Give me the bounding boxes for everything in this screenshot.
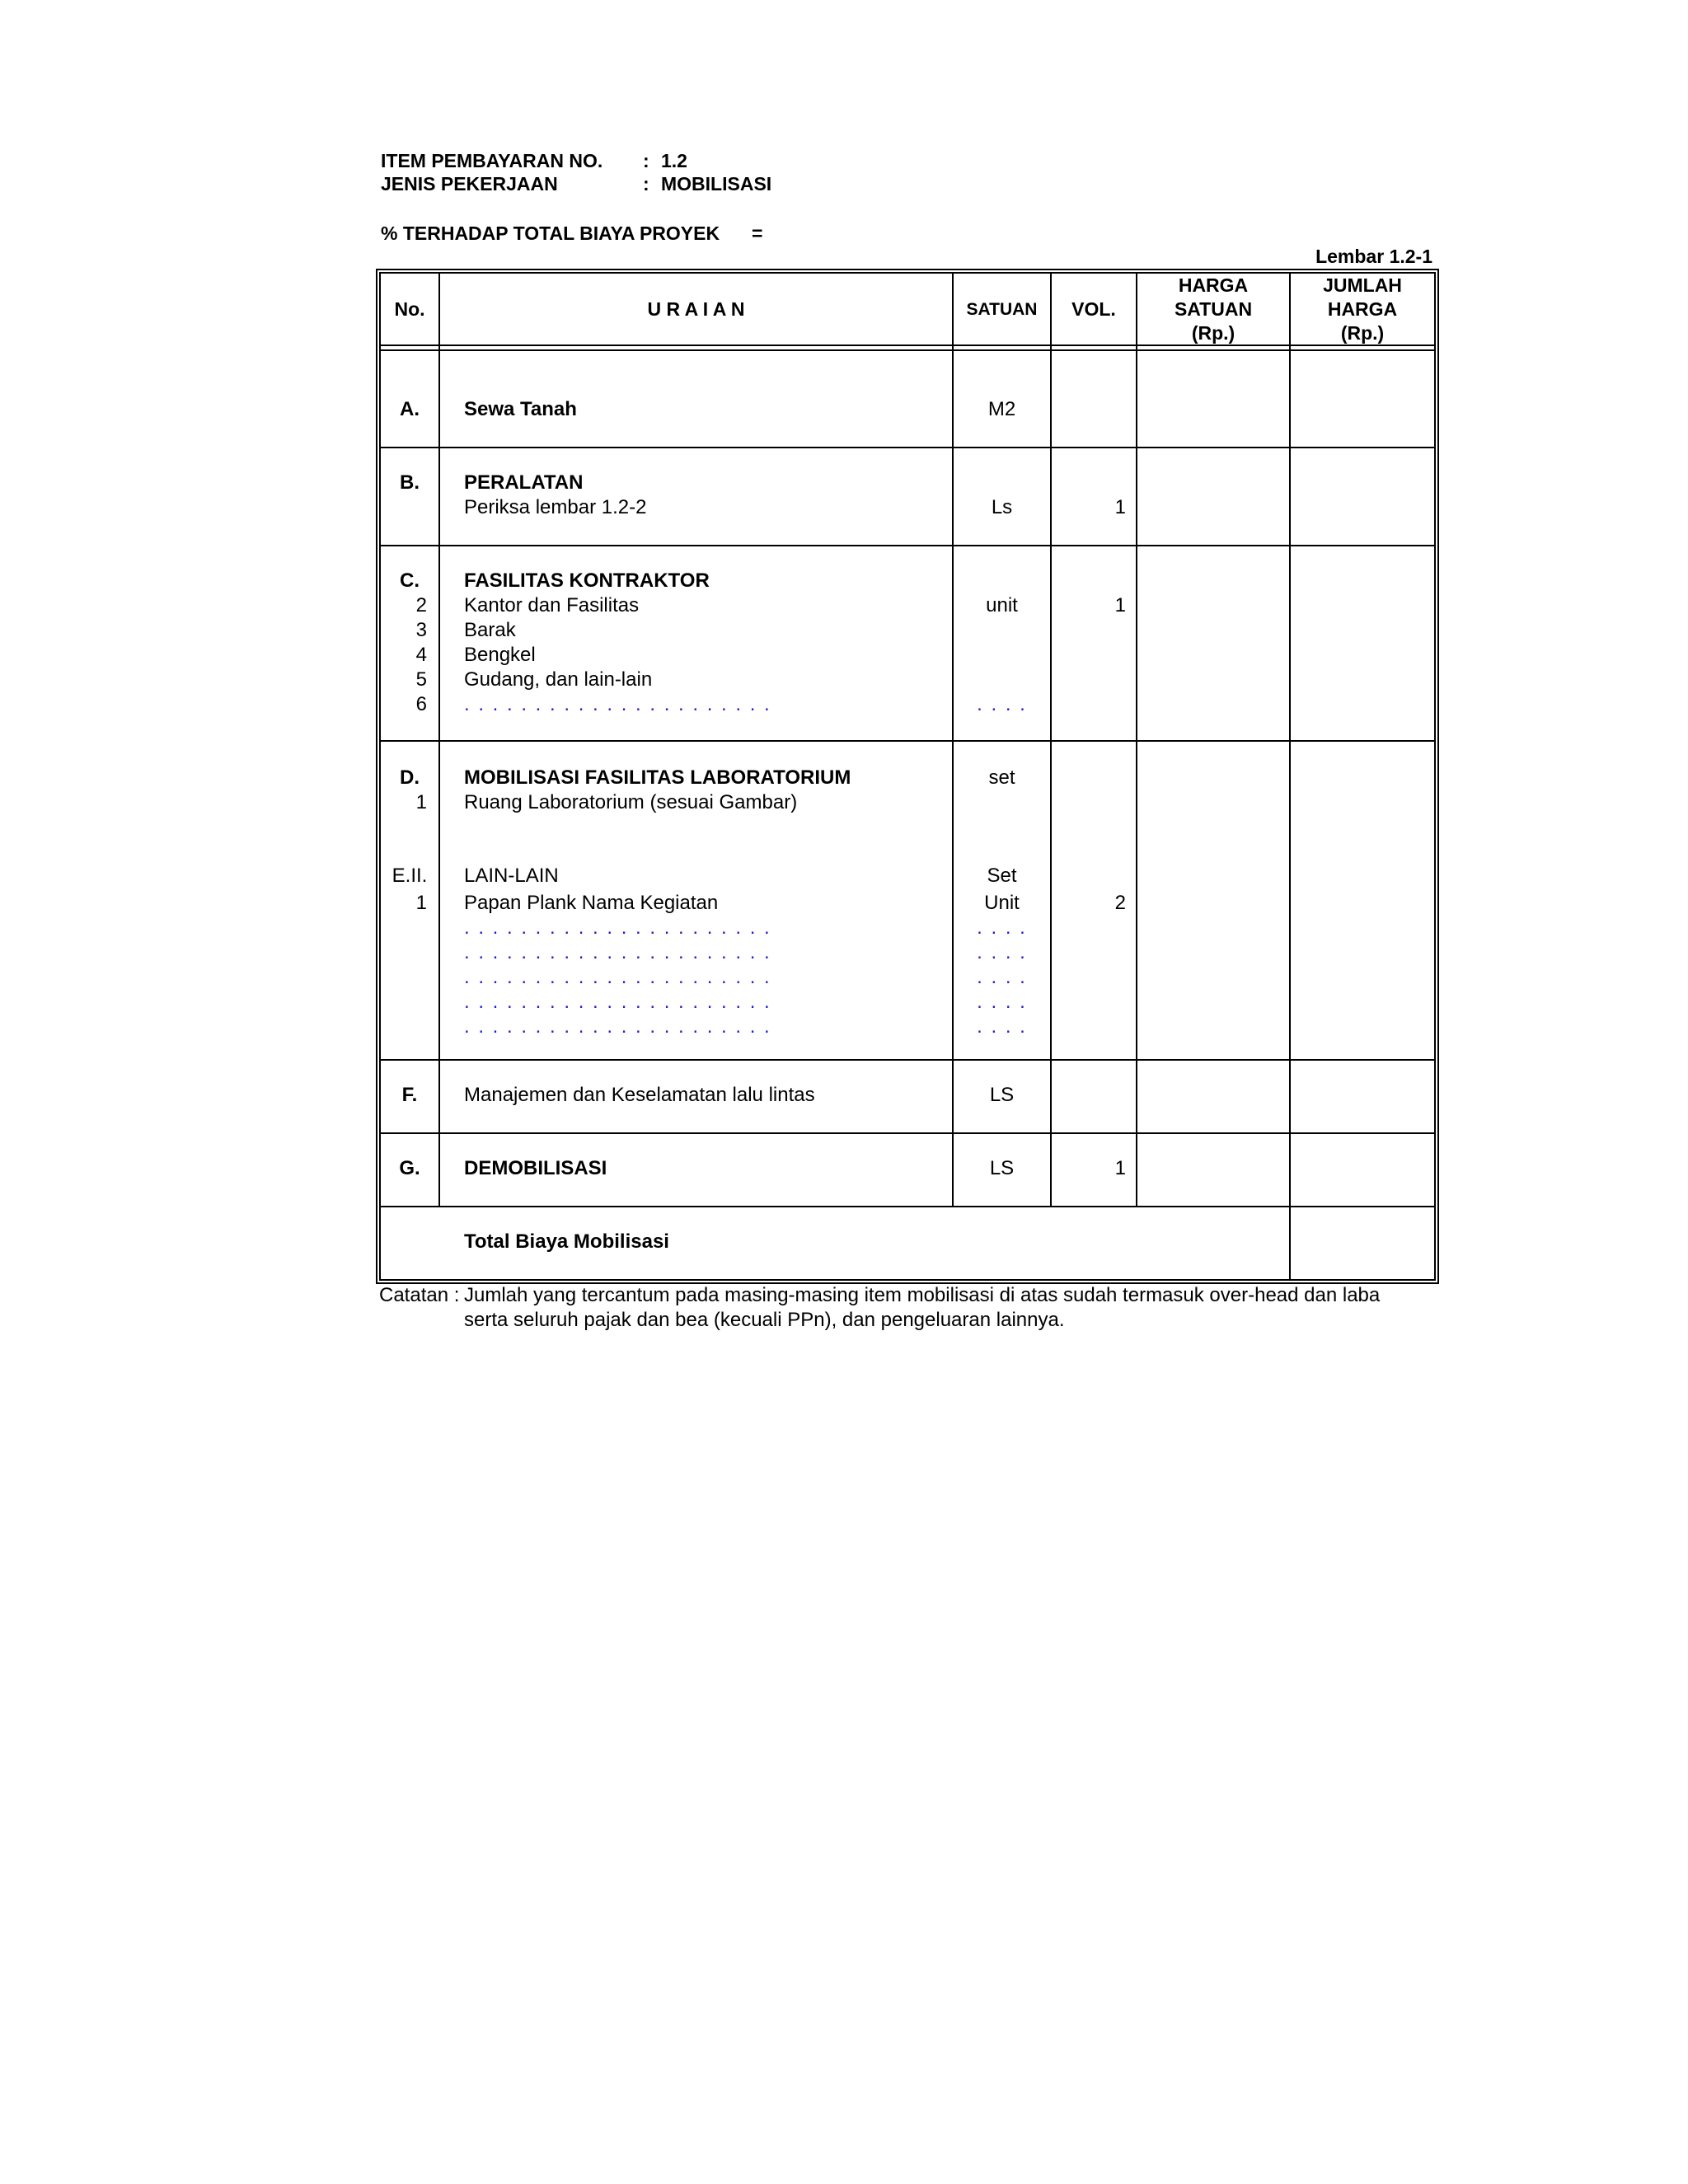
row-e-dots-satuan: . . . .	[977, 966, 1027, 988]
row-b-vol: 1	[1114, 496, 1126, 518]
row-e-item-no: 1	[415, 892, 427, 914]
row-b-title: PERALATAN	[464, 471, 584, 494]
row-divider-a	[379, 447, 1436, 448]
row-divider-c	[379, 740, 1436, 742]
row-c-item-vol: 1	[1114, 594, 1126, 616]
jenis-pekerjaan-colon: :	[643, 173, 649, 194]
row-e-title: LAIN-LAIN	[464, 865, 559, 887]
note-line-2: serta seluruh pajak dan bea (kecuali PPn), dan pengeluaran lainnya.	[464, 1309, 1065, 1331]
item-pembayaran-label: ITEM PEMBAYARAN NO.	[381, 150, 603, 171]
row-e-dots: . . . . . . . . . . . . . . . . . . . . . .	[464, 1015, 771, 1038]
row-d-title: MOBILISASI FASILITAS LABORATORIUM	[464, 766, 851, 789]
row-d-item-no: 1	[415, 791, 427, 813]
row-e-dots: . . . . . . . . . . . . . . . . . . . . . .	[464, 991, 771, 1013]
row-d-no: D.	[400, 766, 420, 789]
row-c-item-no: 3	[415, 619, 427, 641]
row-d-item-text: Ruang Laboratorium (sesuai Gambar)	[464, 791, 798, 813]
total-label: Total Biaya Mobilisasi	[464, 1230, 669, 1253]
row-g-title: DEMOBILISASI	[464, 1157, 607, 1179]
row-c-item-no: 2	[415, 594, 427, 616]
header-jumlah-harga-line2: HARGA	[1327, 298, 1398, 320]
row-a-no: A.	[400, 398, 420, 420]
row-c-no: C.	[400, 569, 420, 592]
row-e-item-text: Papan Plank Nama Kegiatan	[464, 892, 719, 914]
row-c-item-no: 5	[415, 668, 427, 691]
col-divider-vol	[1136, 272, 1137, 1207]
col-divider-no	[438, 272, 440, 1207]
row-c-item-text: Bengkel	[464, 644, 536, 666]
row-b-no: B.	[400, 471, 420, 494]
col-divider-harga	[1289, 272, 1291, 1281]
row-f-satuan: LS	[989, 1084, 1015, 1106]
header-harga-satuan-line1: HARGA	[1178, 274, 1249, 296]
row-c-item-no: 6	[415, 693, 427, 715]
note-label: Catatan :	[379, 1284, 460, 1306]
row-c-item-text: Barak	[464, 619, 516, 641]
row-e-dots: . . . . . . . . . . . . . . . . . . . . . .	[464, 916, 771, 939]
row-e-item-satuan: Unit	[984, 892, 1020, 914]
row-c-item-dots-satuan: . . . .	[977, 693, 1027, 715]
row-b-satuan: Ls	[991, 496, 1013, 518]
row-e-no: E.II.	[392, 865, 428, 887]
row-c-item-dots: . . . . . . . . . . . . . . . . . . . . . .	[464, 693, 771, 715]
row-e-satuan: Set	[987, 865, 1017, 887]
jenis-pekerjaan-value: MOBILISASI	[661, 173, 772, 194]
header-harga-satuan-line2: SATUAN	[1174, 298, 1253, 320]
row-f-title: Manajemen dan Keselamatan lalu lintas	[464, 1084, 815, 1106]
header-jumlah-harga	[1291, 274, 1434, 345]
item-pembayaran-colon: :	[643, 150, 649, 171]
row-c-title: FASILITAS KONTRAKTOR	[464, 569, 710, 592]
col-divider-satuan	[1050, 272, 1052, 1207]
row-c-item-text: Kantor dan Fasilitas	[464, 594, 640, 616]
row-a-title: Sewa Tanah	[464, 398, 577, 420]
header-satuan: SATUAN	[966, 300, 1038, 319]
row-e-dots-satuan: . . . .	[977, 916, 1027, 939]
header-harga-satuan	[1137, 274, 1289, 345]
row-e-item-vol: 2	[1114, 892, 1126, 914]
row-c-item-no: 4	[415, 644, 427, 666]
header-jumlah-harga-line3: (Rp.)	[1340, 322, 1385, 344]
note-line-1: Jumlah yang tercantum pada masing-masing item mobilisasi di atas sudah termasuk over-head dan laba	[464, 1284, 1381, 1306]
header-harga-satuan-line3: (Rp.)	[1191, 322, 1236, 344]
header-jumlah-harga-line1: JUMLAH	[1323, 274, 1402, 296]
jenis-pekerjaan-label: JENIS PEKERJAAN	[381, 173, 558, 194]
row-divider-g	[379, 1206, 1436, 1207]
row-e-dots: . . . . . . . . . . . . . . . . . . . . . .	[464, 941, 771, 963]
sheet-number: Lembar 1.2-1	[1315, 246, 1432, 267]
row-d-satuan: set	[988, 766, 1015, 789]
percent-total-label: % TERHADAP TOTAL BIAYA PROYEK	[381, 223, 720, 244]
header-no: No.	[394, 298, 425, 320]
header-vol: VOL.	[1071, 298, 1116, 320]
percent-total-equals: =	[752, 223, 763, 244]
row-divider-de	[379, 1059, 1436, 1061]
header-divider-2	[379, 349, 1436, 351]
row-f-no: F.	[401, 1084, 418, 1106]
row-b-sub: Periksa lembar 1.2-2	[464, 496, 647, 518]
row-e-dots: . . . . . . . . . . . . . . . . . . . . . .	[464, 966, 771, 988]
row-c-item-text: Gudang, dan lain-lain	[464, 668, 653, 691]
row-a-satuan: M2	[987, 398, 1016, 420]
row-g-satuan: LS	[989, 1157, 1015, 1179]
row-divider-f	[379, 1132, 1436, 1134]
row-g-vol: 1	[1114, 1157, 1126, 1179]
row-c-item-satuan: unit	[986, 594, 1018, 616]
header-uraian: U R A I A N	[647, 298, 745, 320]
row-g-no: G.	[399, 1157, 420, 1179]
row-e-dots-satuan: . . . .	[977, 1015, 1027, 1038]
row-e-dots-satuan: . . . .	[977, 991, 1027, 1013]
row-e-dots-satuan: . . . .	[977, 941, 1027, 963]
item-pembayaran-value: 1.2	[661, 150, 687, 171]
row-divider-b	[379, 545, 1436, 546]
